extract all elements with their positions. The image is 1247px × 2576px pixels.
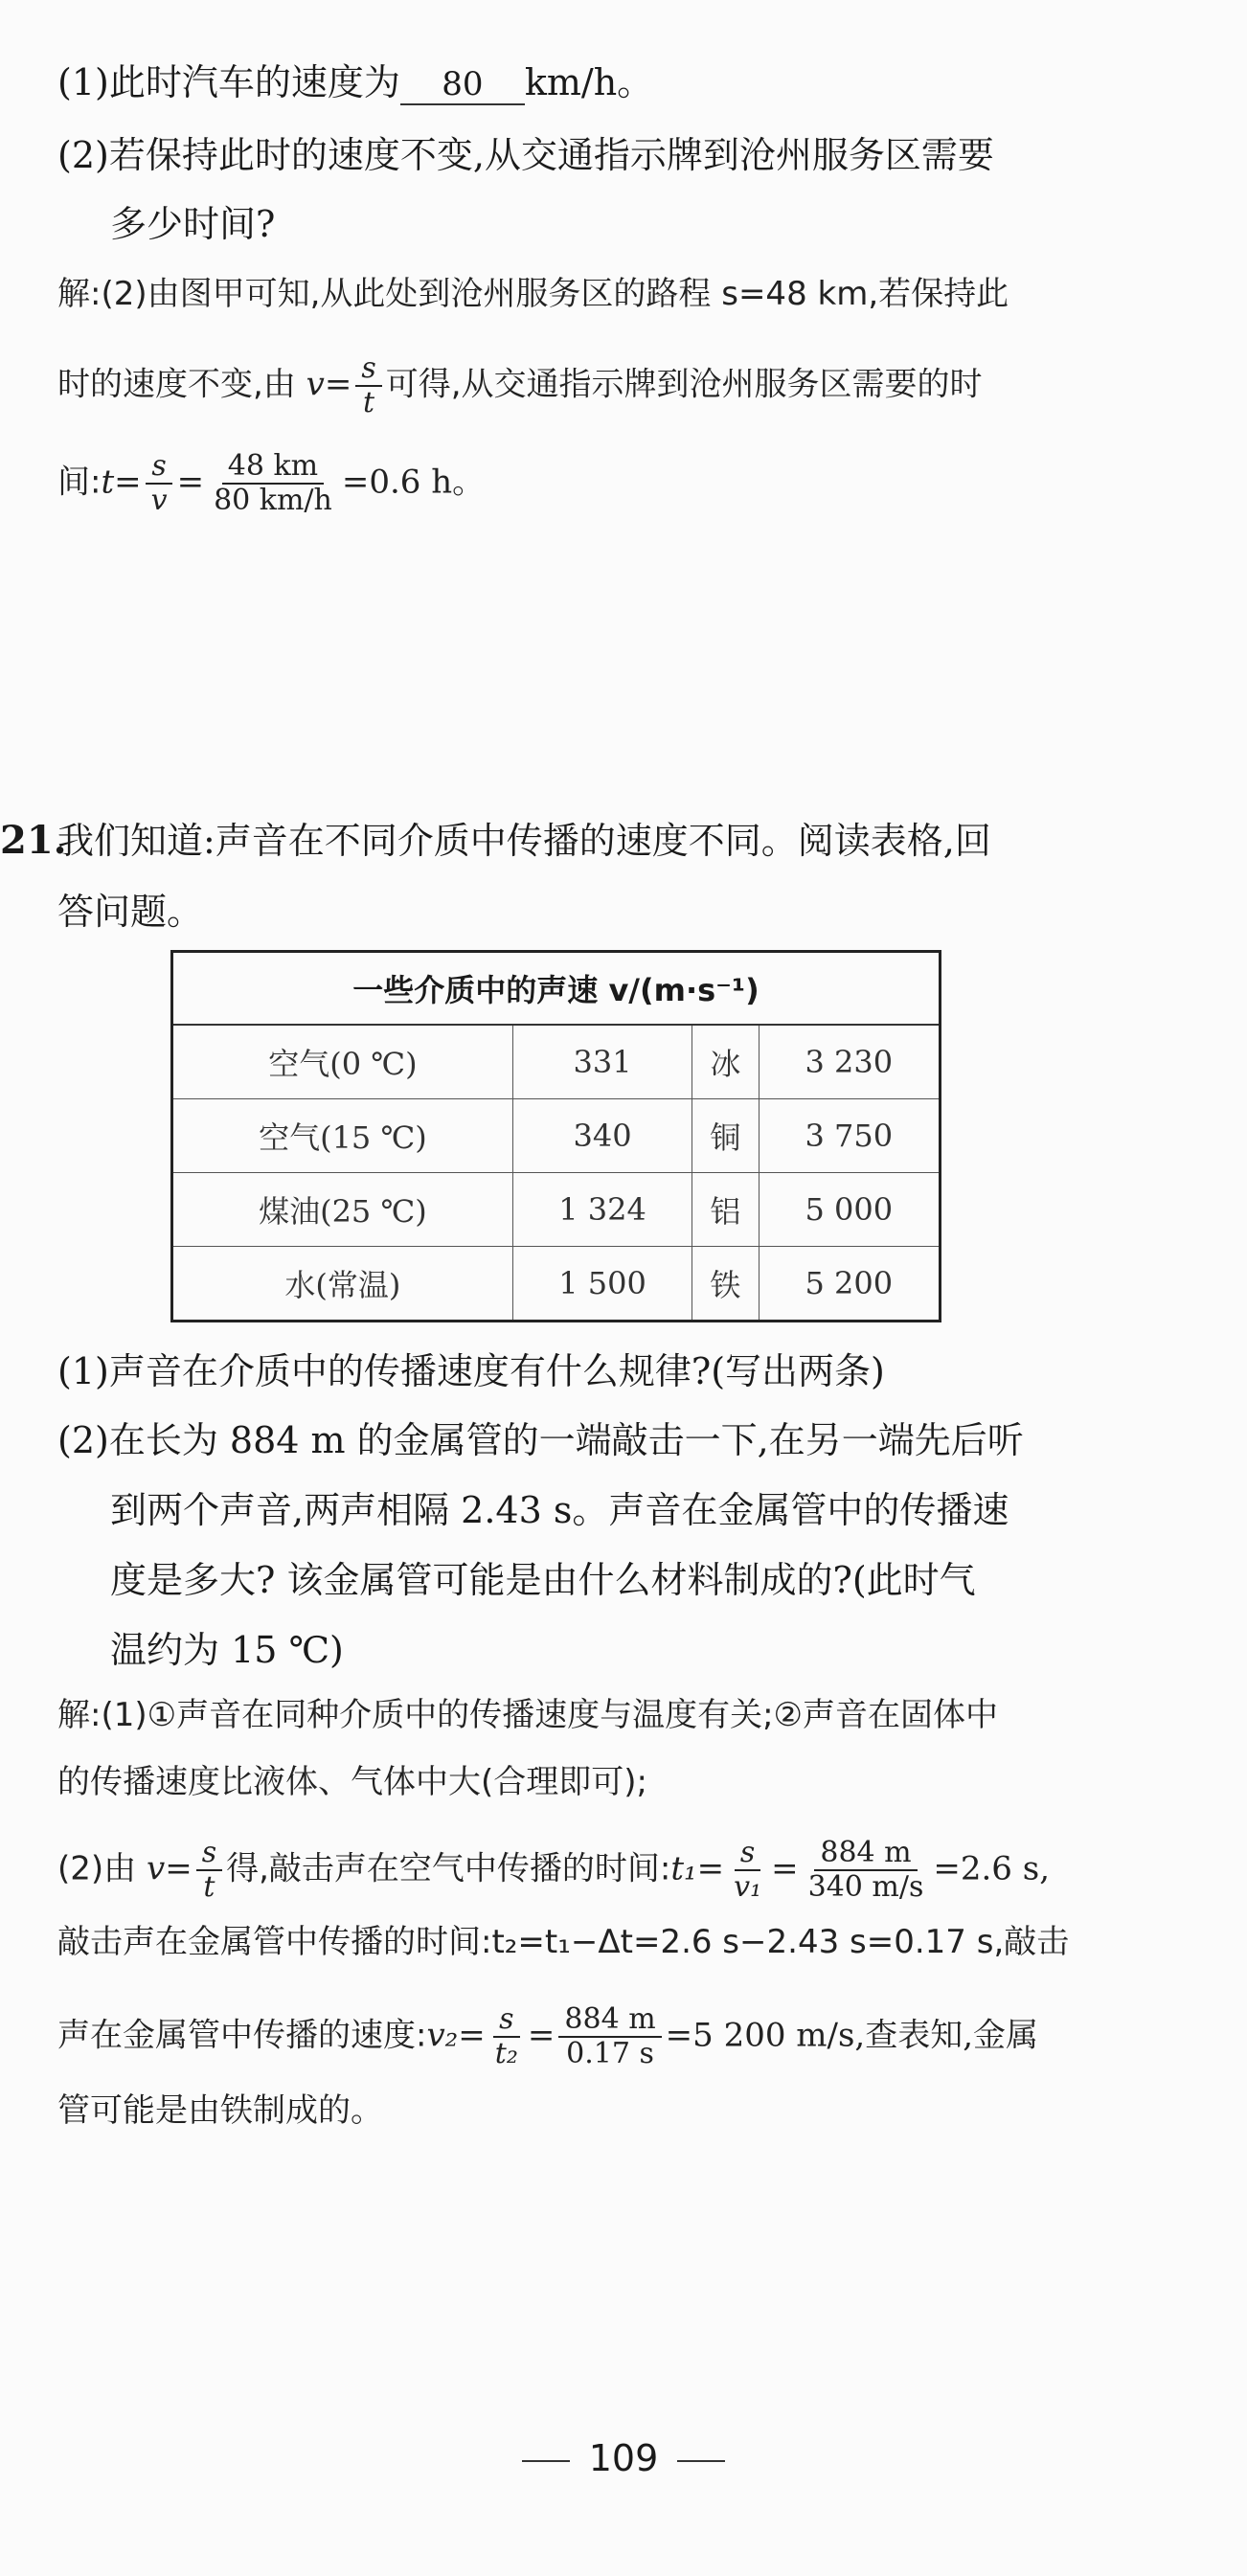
q20-solution-line2: 时的速度不变,由 v= $\frac{s}{t}$ 可得,从交通指示牌到沧州服务区需要的时 <box>57 351 983 419</box>
q21-solution1-line2: 的传播速度比液体、气体中大(合理即可); <box>57 1763 647 1801</box>
q20-part2-line2: 多少时间? <box>110 203 276 245</box>
dash-right <box>677 2460 725 2462</box>
q20-part2-line1: (2)若保持此时的速度不变,从交通指示牌到沧州服务区需要 <box>57 134 994 176</box>
table-row: 空气(15 ℃) 340 铜 3 750 <box>172 1099 941 1173</box>
q21-solution2-line1: (2)由 v= $\frac{s}{t}$ 得,敲击声在空气中传播的时间:t₁= $\frac{s}{\text{v₁}}$ = $\frac{884 m}{340 m/s}$ =2.6 s, <box>57 1836 1050 1904</box>
sound-speed-table <box>170 950 941 1322</box>
q21-part1: (1)声音在介质中的传播速度有什么规律?(写出两条) <box>57 1350 885 1392</box>
q21-intro-line1: 我们知道:声音在不同介质中传播的速度不同。阅读表格,回 <box>57 820 991 862</box>
q21-part2-line3: 度是多大? 该金属管可能是由什么材料制成的?(此时气 <box>110 1559 976 1601</box>
dash-left <box>522 2460 570 2462</box>
table-row: 空气(0 ℃) 331 冰 3 230 <box>172 1025 941 1099</box>
q20-part1: (1)此时汽车的速度为 80 km/h。 <box>57 61 654 103</box>
fraction-884-over-340: $\frac{884 m}{340 m/s}$ <box>807 1836 924 1904</box>
table-row: 水(常温) 1 500 铁 5 200 <box>172 1247 941 1322</box>
answer-blank: 80 <box>400 65 525 105</box>
page-number: 109 <box>0 2437 1247 2479</box>
fraction-884-over-017: $\frac{884 m}{0.17 s}$ <box>558 2003 661 2070</box>
q21-intro-line2: 答问题。 <box>57 891 204 933</box>
q21-solution2-line3: 声在金属管中传播的速度:v₂= $\frac{s}{\text{t₂}}$ = $\frac{884 m}{0.17 s}$ =5 200 m/s,查表知,金属 <box>57 2002 1039 2070</box>
q21-solution2-line2: 敲击声在金属管中传播的时间:t₂=t₁−Δt=2.6 s−2.43 s=0.17 s,敲击 <box>57 1923 1070 1961</box>
q21-solution1-line1: 解:(1)①声音在同种介质中的传播速度与温度有关;②声音在固体中 <box>57 1696 999 1734</box>
q21-part2-line1: (2)在长为 884 m 的金属管的一端敲击一下,在另一端先后听 <box>57 1419 1024 1461</box>
q21-part2-line2: 到两个声音,两声相隔 2.43 s。声音在金属管中的传播速 <box>110 1489 1009 1531</box>
q20-solution-line3: 间:t= $\frac{s}{v}$ = $\frac{48 km}{80 km/h}$ =0.6 h。 <box>57 449 486 517</box>
fraction-s-over-t2: $\frac{s}{\text{t₂}}$ <box>494 2002 518 2070</box>
q21-solution2-line4: 管可能是由铁制成的。 <box>57 2091 383 2130</box>
q21-part2-line4: 温约为 15 ℃) <box>110 1629 344 1671</box>
fraction-s-over-v1: $\frac{s}{\text{v₁}}$ <box>734 1836 762 1904</box>
table-row: 煤油(25 ℃) 1 324 铝 5 000 <box>172 1173 941 1247</box>
q20-solution-line1: 解:(2)由图甲可知,从此处到沧州服务区的路程 s=48 km,若保持此 <box>57 275 1009 313</box>
fraction-distance-over-speed: $\frac{48 km}{80 km/h}$ <box>214 449 332 517</box>
fraction-s-over-t: $\frac{s}{t}$ <box>355 352 381 419</box>
table-title: 一些介质中的声速 v/(m·s⁻¹) <box>172 952 941 1026</box>
fraction-s-over-t: $\frac{s}{t}$ <box>196 1837 222 1904</box>
question-number: 21. <box>0 818 67 863</box>
fraction-s-over-v: $\frac{s}{v}$ <box>146 450 173 517</box>
